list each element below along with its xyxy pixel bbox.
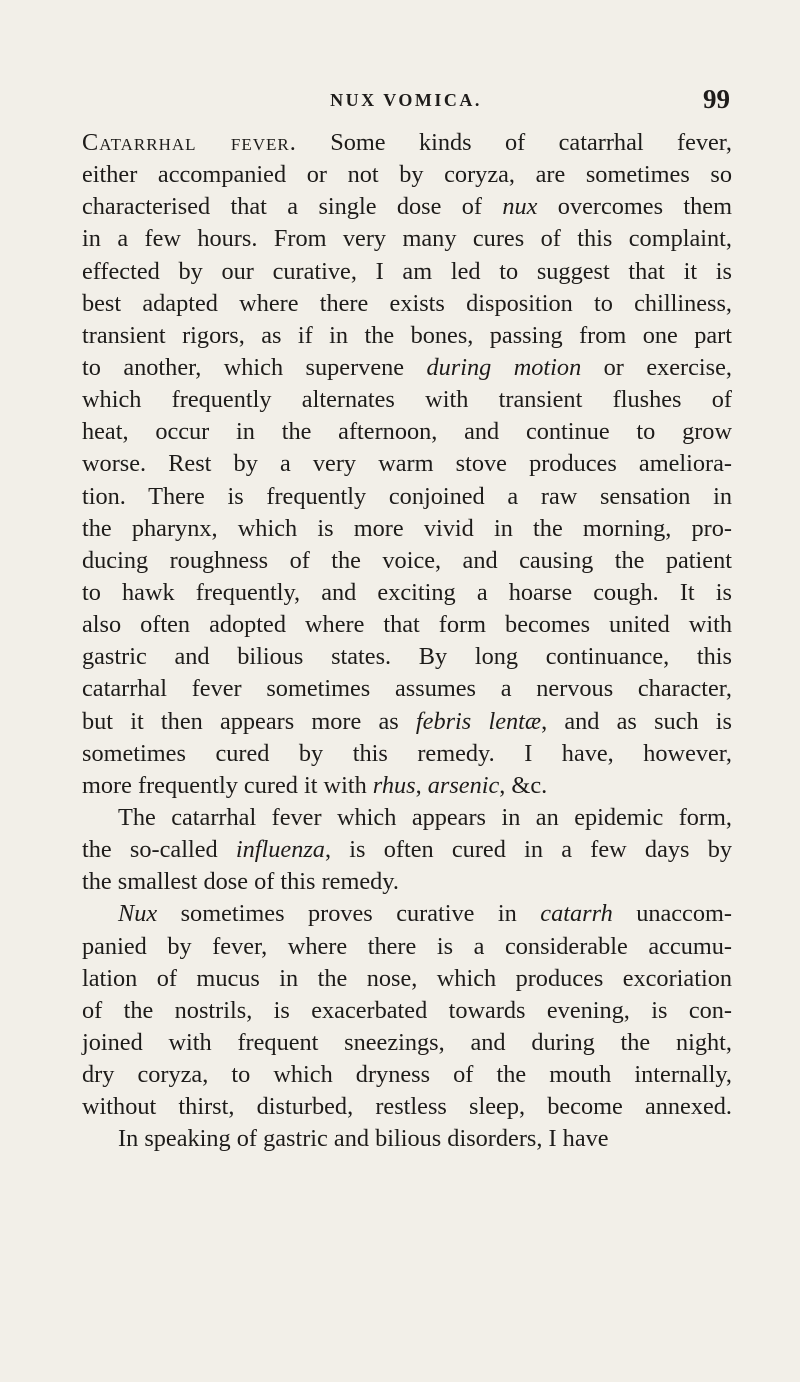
text-line: catarrhal fever sometimes assumes a nervous character,: [82, 675, 732, 703]
text-line: which frequently alternates with transient flushes of: [82, 386, 732, 414]
text-line: the so-called influenza, is often cured in a few days by: [82, 836, 732, 864]
text-line: also often adopted where that form becomes united with: [82, 611, 732, 639]
text-line: sometimes cured by this remedy. I have, however,: [82, 739, 732, 767]
running-head: NUX VOMICA.: [330, 90, 482, 110]
text-line: The catarrhal fever which appears in an epidemic form,: [118, 803, 732, 831]
text-line: in a few hours. From very many cures of this complaint,: [82, 225, 732, 253]
text-line: gastric and bilious states. By long continuance, this: [82, 643, 732, 671]
text-line: worse. Rest by a very warm stove produces ameliora-: [82, 450, 732, 478]
text-line: either accompanied or not by coryza, are sometimes so: [82, 161, 732, 189]
text-line: Nux sometimes proves curative in catarrh unaccom-: [118, 900, 732, 928]
body-text: [82, 127, 732, 1156]
section-heading: Catarrhal fever.: [82, 129, 297, 156]
text-line: to another, which supervene during motion or exercise,: [82, 353, 732, 381]
text-line: ducing roughness of the voice, and causing the patient: [82, 546, 732, 574]
text-line: panied by fever, where there is a considerable accumu-: [82, 932, 732, 960]
page-number: 99: [703, 84, 730, 114]
text-line: In speaking of gastric and bilious disorders, I have: [118, 1125, 609, 1153]
text-line: tion. There is frequently conjoined a raw sensation in: [82, 482, 732, 510]
text-line: more frequently cured it with rhus, arsenic, &c.: [82, 771, 548, 799]
text-line: best adapted where there exists disposition to chilliness,: [82, 289, 732, 317]
text-line: heat, occur in the afternoon, and continue to grow: [82, 418, 732, 446]
text-line: effected by our curative, I am led to suggest that it is: [82, 257, 732, 285]
text-line: characterised that a single dose of nux overcomes them: [82, 193, 732, 221]
text-line: to hawk frequently, and exciting a hoarse cough. It is: [82, 578, 732, 606]
text-line: the smallest dose of this remedy.: [82, 868, 399, 896]
text-line: without thirst, disturbed, restless sleep, become annexed.: [82, 1093, 732, 1121]
text-line: dry coryza, to which dryness of the mouth internally,: [82, 1061, 732, 1089]
text-line: of the nostrils, is exacerbated towards evening, is con-: [82, 996, 732, 1024]
text-line: the pharynx, which is more vivid in the morning, pro-: [82, 514, 732, 542]
text-line: transient rigors, as if in the bones, passing from one part: [82, 321, 732, 349]
text-line: joined with frequent sneezings, and during the night,: [82, 1028, 732, 1056]
text-line: Catarrhal fever. Some kinds of catarrhal fever,: [82, 129, 732, 156]
page-header: [82, 84, 730, 120]
text-line: lation of mucus in the nose, which produces excoriation: [82, 964, 732, 992]
text-line: but it then appears more as febris lentæ, and as such is: [82, 707, 733, 735]
